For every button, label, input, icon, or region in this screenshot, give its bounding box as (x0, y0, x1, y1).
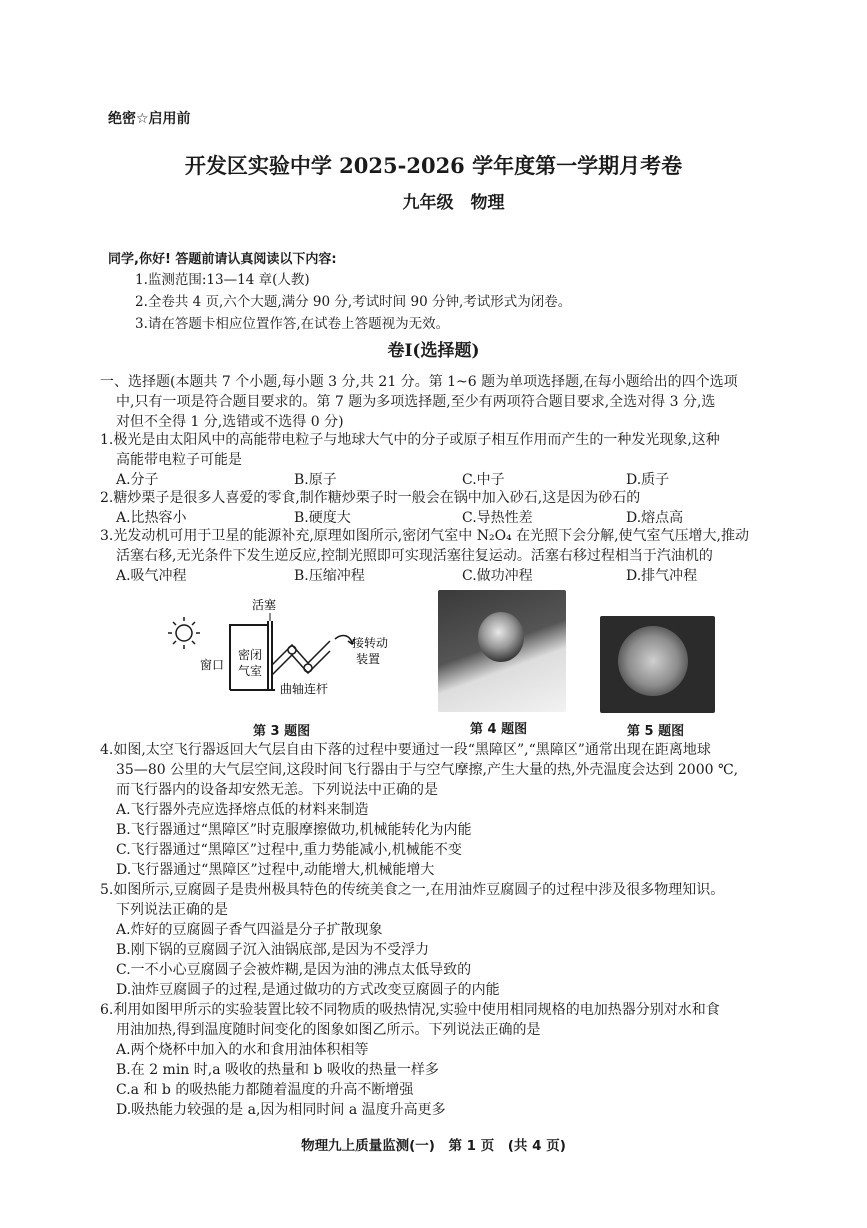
figure-4-photo (438, 590, 566, 712)
question-2-stem: 2.糖炒栗子是很多人喜爱的零食,制作糖炒栗子时一般会在锅中加入砂石,这是因为砂石的 (100, 490, 641, 506)
label-window: 窗口 (200, 658, 225, 672)
tofu-balls (618, 626, 688, 696)
question-6-stem: 6.利用如图甲所示的实验装置比较不同物质的吸热情况,实验中使用相同规格的电加热器分别对水和食 (100, 1002, 720, 1018)
question-1-stem: 1.极光是由太阳风中的高能带电粒子与地球大气中的分子或原子相互作用而产生的一种发光现象,这种 (100, 432, 720, 448)
question-5-option-d: D.油炸豆腐圆子的过程,是通过做功的方式改变豆腐圆子的内能 (116, 982, 500, 998)
question-1-option-d: D.质子 (626, 472, 670, 488)
figure-5-photo (600, 616, 715, 713)
section-intro: 中,只有一项是符合题目要求的。第 7 题为多项选择题,至少有两项符合题目要求,全选对得 3 分,选 (116, 394, 716, 410)
question-4-option-a: A.飞行器外壳应选择熔点低的材料来制造 (116, 802, 369, 818)
question-4-option-c: C.飞行器通过“黑障区”过程中,重力势能减小,机械能不变 (116, 842, 462, 858)
figure-3-caption: 第 3 题图 (253, 724, 311, 739)
question-6-option-b: B.在 2 min 时,a 吸收的热量和 b 吸收的热量一样多 (116, 1062, 439, 1078)
exam-subtitle: 九年级 物理 (402, 193, 505, 213)
question-2-option-b: B.硬度大 (294, 510, 351, 526)
label-chamber: 气室 (238, 664, 263, 678)
question-6-option-c: C.a 和 b 的吸热能力都随着温度的升高不断增强 (116, 1082, 414, 1098)
question-6-option-d: D.吸热能力较强的是 a,因为相同时间 a 温度升高更多 (116, 1102, 446, 1118)
exam-title: 开发区实验中学 2025-2026 学年度第一学期月考卷 (184, 153, 683, 178)
question-3-option-a: A.吸气冲程 (116, 568, 187, 584)
question-5-option-c: C.一不小心豆腐圆子会被炸糊,是因为油的沸点太低导致的 (116, 962, 472, 978)
page-footer: 物理九上质量监测(一) 第 1 页 (共 4 页) (301, 1138, 566, 1154)
question-3-option-c: C.做功冲程 (462, 568, 533, 584)
question-3-option-b: B.压缩冲程 (294, 568, 365, 584)
label-piston: 活塞 (252, 598, 277, 612)
question-2-option-c: C.导热性差 (462, 510, 533, 526)
question-5-option-a: A.炸好的豆腐圆子香气四溢是分子扩散现象 (116, 922, 383, 938)
label-device: 装置 (356, 652, 381, 666)
question-6-stem: 用油加热,得到温度随时间变化的图象如图乙所示。下列说法正确的是 (116, 1022, 541, 1038)
label-chamber: 密闭 (238, 648, 263, 662)
question-4-option-d: D.飞行器通过“黑障区”过程中,动能增大,机械能增大 (116, 862, 435, 878)
section-intro: 对但不全得 1 分,选错或不选得 0 分) (116, 414, 344, 430)
question-6-option-a: A.两个烧杯中加入的水和食用油体积相等 (116, 1042, 369, 1058)
spacecraft-glow (478, 612, 524, 662)
question-1-option-b: B.原子 (294, 472, 337, 488)
question-3-stem: 活塞右移,无光条件下发生逆反应,控制光照即可实现活塞往复运动。活塞右移过程相当于汽油机的 (116, 548, 713, 564)
question-4-stem: 35—80 公里的大气层空间,这段时间飞行器由于与空气摩擦,产生大量的热,外壳温度会达到 2000 ℃, (116, 762, 739, 778)
question-2-option-a: A.比热容小 (116, 510, 187, 526)
confidential-label: 绝密☆启用前 (108, 111, 191, 127)
figure-4-caption: 第 4 题图 (470, 722, 528, 737)
question-5-stem: 5.如图所示,豆腐圆子是贵州极具特色的传统美食之一,在用油炸豆腐圆子的过程中涉及很多物理知识。 (100, 882, 725, 898)
notice-greeting: 同学,你好! 答题前请认真阅读以下内容: (108, 252, 337, 267)
section-intro: 一、选择题(本题共 7 个小题,每小题 3 分,共 21 分。第 1~6 题为单项选择题,在每小题给出的四个选项 (100, 374, 738, 390)
notice-item: 3.请在答题卡相应位置作答,在试卷上答题视为无效。 (135, 316, 450, 332)
crank-rod (272, 641, 330, 675)
question-2-option-d: D.熔点高 (626, 510, 684, 526)
section-title: 卷Ⅰ(选择题) (387, 341, 480, 361)
question-1-stem: 高能带电粒子可能是 (116, 452, 242, 468)
question-1-option-c: C.中子 (462, 472, 505, 488)
figure-5-caption: 第 5 题图 (627, 724, 685, 739)
notice-item: 2.全卷共 4 页,六个大题,满分 90 分,考试时间 90 分钟,考试形式为闭卷。 (135, 294, 572, 310)
label-crank: 曲轴连杆 (280, 682, 329, 696)
question-3-stem: 3.光发动机可用于卫星的能源补充,原理如图所示,密闭气室中 N₂O₄ 在光照下会分解,使气室气压增大,推动 (100, 528, 750, 544)
question-4-stem: 4.如图,太空飞行器返回大气层自由下落的过程中要通过一段“黑障区”,“黑障区”通常出现在距离地球 (100, 742, 711, 758)
question-4-stem: 而飞行器内的设备却安然无恙。下列说法中正确的是 (116, 782, 438, 798)
question-4-option-b: B.飞行器通过“黑障区”时克服摩擦做功,机械能转化为内能 (116, 822, 472, 838)
question-1-option-a: A.分子 (116, 472, 159, 488)
notice-item: 1.监测范围:13—14 章(人教) (135, 272, 310, 288)
sun-icon (168, 617, 200, 649)
label-device: 接转动 (352, 636, 389, 650)
figure-3-diagram (160, 595, 410, 715)
question-3-option-d: D.排气冲程 (626, 568, 698, 584)
question-5-stem: 下列说法正确的是 (116, 902, 228, 918)
question-5-option-b: B.刚下锅的豆腐圆子沉入油锅底部,是因为不受浮力 (116, 942, 430, 958)
